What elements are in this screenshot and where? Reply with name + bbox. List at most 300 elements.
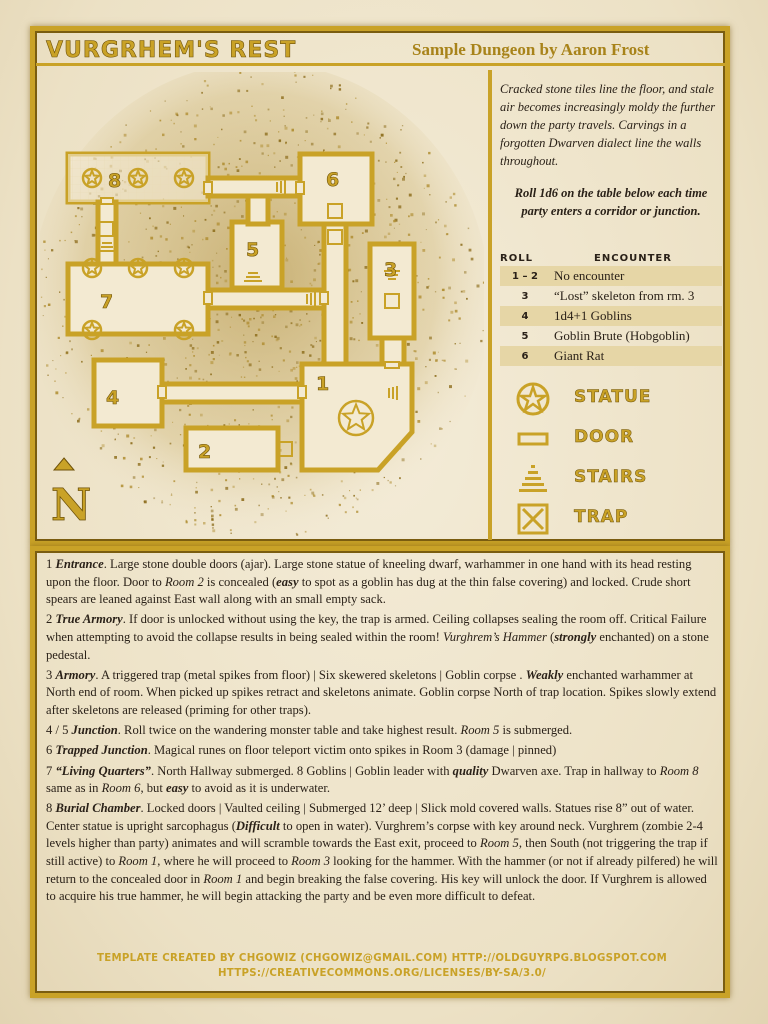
speckle: [80, 208, 83, 211]
speckle: [221, 340, 223, 342]
speckle: [279, 139, 281, 141]
speckle: [79, 224, 80, 225]
speckle: [395, 160, 397, 162]
speckle: [285, 156, 288, 159]
speckle: [77, 420, 80, 423]
room-description: [46, 722, 718, 740]
speckle: [319, 340, 321, 342]
intro-text: Cracked stone tiles line the floor, and stale air becomes increasingly moldy the further down the party travels. Carvings in a forgotten Dwarven dialect line the walls throughout.: [500, 82, 716, 168]
speckle: [396, 198, 398, 200]
speckle: [146, 229, 147, 230]
speckle: [162, 205, 164, 207]
speckle: [313, 494, 315, 496]
speckle: [239, 478, 240, 479]
speckle: [144, 501, 145, 502]
speckle: [171, 120, 172, 121]
speckle: [180, 131, 181, 132]
speckle: [254, 115, 256, 117]
speckle: [334, 133, 337, 136]
room-number: 2: [46, 612, 56, 627]
speckle: [244, 351, 246, 353]
room-label-1: 1: [316, 373, 330, 395]
speckle: [234, 206, 236, 208]
speckle: [284, 116, 285, 117]
speckle: [172, 422, 173, 423]
speckle: [212, 527, 214, 529]
speckle: [65, 240, 66, 241]
compass-arrow-icon: [54, 458, 74, 470]
speckle: [217, 137, 218, 138]
speckle: [241, 498, 244, 501]
speckle: [213, 345, 215, 347]
speckle: [193, 355, 195, 357]
room-label-2: 2: [198, 441, 212, 463]
speckle: [152, 226, 154, 228]
room-text-segment: Room 5: [460, 723, 500, 738]
speckle: [47, 375, 48, 376]
speckle: [294, 74, 296, 76]
speckle: [163, 337, 166, 340]
speckle: [196, 487, 197, 488]
speckle: [155, 255, 157, 257]
speckle: [59, 240, 61, 242]
speckle: [313, 115, 314, 116]
speckle: [276, 338, 279, 341]
speckle: [429, 194, 430, 195]
map-stairs: [246, 276, 260, 278]
map-legend: [512, 378, 722, 538]
speckle: [187, 405, 189, 407]
room-text-segment: , but: [140, 781, 166, 796]
speckle: [189, 364, 191, 366]
speckle: [290, 463, 292, 465]
speckle: [399, 152, 401, 154]
room-text-segment: Trapped Junction: [55, 743, 148, 758]
speckle: [306, 313, 307, 314]
speckle: [356, 498, 357, 499]
speckle: [183, 215, 184, 216]
speckle: [384, 477, 385, 478]
speckle: [285, 259, 288, 262]
encounter-roll: 1 – 2: [512, 270, 538, 282]
room-label-5: 5: [246, 239, 260, 261]
speckle: [218, 329, 220, 331]
speckle: [123, 457, 126, 460]
speckle: [268, 155, 269, 156]
speckle: [285, 511, 286, 512]
speckle: [186, 520, 188, 522]
speckle: [245, 357, 246, 358]
speckle: [198, 378, 200, 380]
speckle: [260, 145, 263, 148]
speckle: [251, 106, 252, 107]
speckle: [48, 258, 49, 259]
speckle: [60, 355, 61, 356]
speckle: [384, 236, 387, 239]
speckle: [415, 411, 417, 413]
speckle: [101, 430, 102, 431]
encounter-result: No encounter: [554, 268, 625, 283]
encounter-roll: 6: [521, 350, 529, 362]
speckle: [230, 529, 232, 531]
speckle: [219, 355, 220, 356]
speckle: [248, 325, 250, 327]
speckle: [211, 205, 212, 206]
speckle: [225, 280, 228, 283]
speckle: [253, 142, 255, 144]
room-text-segment: , then South (not triggering the trap if still active) to: [46, 836, 708, 869]
speckle: [173, 207, 176, 210]
room-text-segment: Vurghrem’s Hammer: [442, 629, 547, 644]
speckle: [239, 72, 241, 74]
speckle: [306, 117, 308, 119]
speckle: [163, 462, 164, 463]
room-text-segment: (: [546, 629, 555, 644]
speckle: [211, 510, 214, 513]
speckle: [210, 361, 213, 364]
speckle: [435, 291, 436, 292]
speckle: [171, 493, 172, 494]
speckle: [394, 162, 395, 163]
footer-license: HTTPS://CREATIVECOMMONS.ORG/LICENSES/BY-SA/3.0/: [217, 968, 547, 979]
speckle: [46, 364, 48, 366]
speckle: [44, 250, 45, 251]
speckle: [471, 258, 474, 261]
speckle: [286, 258, 287, 259]
speckle: [398, 205, 401, 208]
room-description: [46, 611, 718, 664]
speckle: [328, 119, 331, 122]
speckle: [255, 334, 258, 337]
speckle: [296, 367, 297, 368]
speckle: [345, 109, 346, 110]
speckle: [443, 297, 445, 299]
speckle: [253, 409, 255, 411]
speckle: [413, 350, 415, 352]
speckle: [273, 152, 275, 154]
speckle: [246, 90, 248, 92]
speckle: [389, 206, 391, 208]
speckle: [216, 275, 218, 277]
speckle: [247, 322, 250, 325]
speckle: [75, 215, 77, 217]
speckle: [278, 491, 279, 492]
speckle: [426, 229, 427, 230]
legend-door-label: DOOR: [574, 427, 635, 447]
speckle: [296, 534, 298, 536]
speckle: [48, 304, 50, 306]
map-stairs: [392, 387, 394, 399]
speckle: [439, 257, 441, 259]
speckle: [393, 220, 395, 222]
speckle: [55, 369, 56, 370]
speckle: [160, 235, 162, 237]
speckle: [246, 161, 249, 164]
room-text-segment: Entrance: [55, 557, 104, 571]
speckle: [384, 125, 387, 128]
speckle: [217, 341, 220, 344]
speckle: [460, 244, 462, 246]
speckle: [210, 108, 213, 111]
speckle: [226, 313, 229, 316]
speckle: [133, 476, 136, 479]
speckle: [77, 207, 79, 209]
speckle: [100, 447, 102, 449]
speckle: [154, 429, 157, 432]
speckle: [268, 508, 269, 509]
encounter-result: “Lost” skeleton from rm. 3: [554, 288, 695, 303]
speckle: [422, 249, 425, 252]
encounter-roll: 4: [521, 310, 529, 322]
speckle: [187, 100, 188, 101]
speckle: [279, 371, 280, 372]
speckle: [299, 319, 301, 321]
speckle: [298, 144, 299, 145]
room-text-segment: enchanted warhammer at North end of room. When picked up spikes retract and skeletons animate. Goblin corpse North of trap location. Spikes slowly extend after skeletons are released (priming for other traps).: [46, 667, 717, 717]
speckle: [402, 125, 403, 126]
speckle: [290, 416, 292, 418]
speckle: [192, 339, 193, 340]
speckle: [357, 300, 359, 302]
speckle: [380, 137, 382, 139]
speckle: [319, 254, 321, 256]
speckle: [62, 326, 63, 327]
speckle: [191, 244, 192, 245]
speckle: [244, 377, 245, 378]
speckle: [211, 489, 214, 492]
room-text-segment: easy: [276, 574, 299, 589]
speckle: [155, 227, 158, 230]
speckle: [322, 494, 324, 496]
speckle: [370, 141, 372, 143]
speckle: [422, 309, 424, 311]
speckle: [149, 456, 151, 458]
speckle: [403, 176, 405, 178]
speckle: [295, 441, 297, 443]
map-svg: [40, 72, 484, 538]
speckle: [425, 366, 426, 367]
speckle: [51, 249, 53, 251]
speckle: [284, 466, 287, 469]
footer-credit: TEMPLATE CREATED BY CHGOWIZ (CHGOWIZ@GMAIL.COM) HTTP://OLDGUYRPG.BLOGSPOT.COM: [96, 953, 668, 964]
speckle: [365, 266, 368, 269]
corridor-4-1: [162, 384, 302, 402]
speckle: [229, 352, 231, 354]
speckle: [302, 351, 305, 354]
speckle: [272, 496, 275, 499]
speckle: [355, 98, 356, 99]
speckle: [438, 352, 439, 353]
speckle: [304, 495, 305, 496]
speckle: [156, 458, 157, 459]
speckle: [424, 188, 425, 189]
room-label-8: 8: [108, 170, 122, 192]
speckle: [442, 360, 443, 361]
speckle: [196, 482, 197, 483]
corridor-8-6: [208, 178, 300, 196]
room-text-segment: to open in water). Vurghrem’s corpse with key around neck. Vurghrem (zombie 2-4 levels higher than party) animates and will scramble towards the East exit, proceed to: [46, 818, 703, 851]
speckle: [330, 88, 332, 90]
room-number: 1: [46, 557, 56, 571]
speckle: [450, 421, 451, 422]
speckle: [181, 237, 184, 240]
speckle: [243, 320, 245, 322]
speckle: [439, 427, 442, 430]
map-door: [385, 362, 399, 368]
speckle: [140, 458, 143, 461]
speckle: [74, 240, 75, 241]
speckle: [253, 318, 255, 320]
speckle: [213, 210, 215, 212]
room-text-segment: and begin breaking the false covering. His key will unlock the door. If Vurghrem is allowed to acquire his true hammer, he will begin attacking the party and be even more difficult to defeat.: [46, 871, 707, 904]
speckle: [211, 506, 212, 507]
speckle: [258, 329, 260, 331]
speckle: [400, 129, 401, 130]
speckle: [428, 278, 430, 280]
speckle: [425, 381, 428, 384]
speckle: [270, 120, 271, 121]
speckle: [262, 342, 265, 345]
room-description: [46, 667, 718, 720]
speckle: [229, 163, 231, 165]
speckle: [192, 230, 195, 233]
room-text-segment: Room 6: [101, 781, 141, 796]
statue-icon: [516, 382, 550, 416]
speckle: [239, 158, 241, 160]
speckle: [216, 253, 217, 254]
room-text-segment: Dwarven axe. Trap in hallway to: [488, 763, 660, 778]
speckle: [203, 522, 206, 525]
compass: [51, 458, 91, 531]
speckle: [250, 76, 251, 77]
speckle: [296, 323, 299, 326]
speckle: [259, 361, 260, 362]
speckle: [311, 285, 313, 287]
speckle: [180, 434, 181, 435]
speckle: [261, 314, 263, 316]
speckle: [256, 375, 258, 377]
room-number: 6: [46, 743, 56, 758]
speckle: [212, 524, 214, 526]
room-text-segment: Room 3: [291, 854, 330, 869]
speckle: [409, 194, 412, 197]
speckle: [192, 351, 193, 352]
speckle: [317, 242, 319, 244]
speckle: [397, 184, 399, 186]
speckle: [260, 317, 262, 319]
speckle: [417, 282, 418, 283]
speckle: [345, 511, 347, 513]
speckle: [393, 178, 395, 180]
speckle: [196, 114, 198, 116]
speckle: [184, 424, 186, 426]
speckle: [231, 533, 232, 534]
speckle: [320, 121, 321, 122]
speckle: [465, 360, 468, 363]
speckle: [469, 249, 472, 252]
speckle: [229, 112, 232, 115]
speckle: [343, 495, 345, 497]
speckle: [149, 217, 151, 219]
speckle: [402, 458, 405, 461]
room-text-segment: Junction: [71, 723, 118, 738]
speckle: [278, 406, 280, 408]
speckle: [207, 85, 209, 87]
encounter-row: [500, 306, 722, 326]
room-text-segment: is concealed (: [203, 574, 277, 589]
speckle: [153, 447, 155, 449]
map-stairs: [100, 250, 114, 252]
speckle: [268, 109, 270, 111]
map-stairs: [248, 272, 258, 274]
speckle: [388, 480, 389, 481]
speckle: [442, 289, 444, 291]
speckle: [194, 138, 196, 140]
speckle: [110, 146, 112, 148]
speckle: [310, 283, 312, 285]
speckle: [290, 369, 293, 372]
speckle: [192, 347, 195, 350]
speckle: [480, 340, 482, 342]
speckle: [441, 428, 443, 430]
speckle: [455, 368, 457, 370]
speckle: [171, 495, 173, 497]
speckle: [130, 442, 132, 444]
room-text-segment: “Living Quarters”: [55, 763, 151, 778]
speckle: [236, 166, 238, 168]
speckle: [226, 248, 228, 250]
legend-door: [512, 418, 722, 458]
speckle: [313, 278, 316, 281]
legend-stairs-label: STAIRS: [574, 467, 648, 487]
room-text-segment: quality: [452, 763, 489, 778]
speckle: [455, 343, 456, 344]
speckle: [65, 372, 67, 374]
speckle: [415, 357, 418, 360]
speckle: [158, 251, 159, 252]
speckle: [71, 348, 73, 350]
speckle: [151, 435, 152, 436]
speckle: [284, 125, 286, 127]
speckle: [224, 212, 226, 214]
speckle: [465, 396, 466, 397]
speckle: [265, 133, 268, 136]
speckle: [417, 420, 420, 423]
speckle: [273, 215, 275, 217]
speckle: [258, 505, 260, 507]
speckle: [279, 160, 281, 162]
speckle: [449, 385, 452, 388]
speckle: [235, 505, 237, 507]
speckle: [407, 343, 410, 346]
speckle: [312, 75, 313, 76]
title-bar: [36, 36, 726, 66]
speckle: [165, 238, 167, 240]
speckle: [249, 318, 252, 321]
speckle: [202, 108, 203, 109]
speckle: [351, 301, 353, 303]
door-icon: [516, 422, 550, 456]
speckle: [252, 341, 253, 342]
speckle: [244, 341, 246, 343]
speckle: [229, 423, 230, 424]
speckle: [224, 168, 227, 171]
speckle: [227, 227, 230, 230]
speckle: [377, 199, 380, 202]
speckle: [71, 232, 73, 234]
col-roll: ROLL: [500, 252, 533, 264]
speckle: [153, 497, 155, 499]
